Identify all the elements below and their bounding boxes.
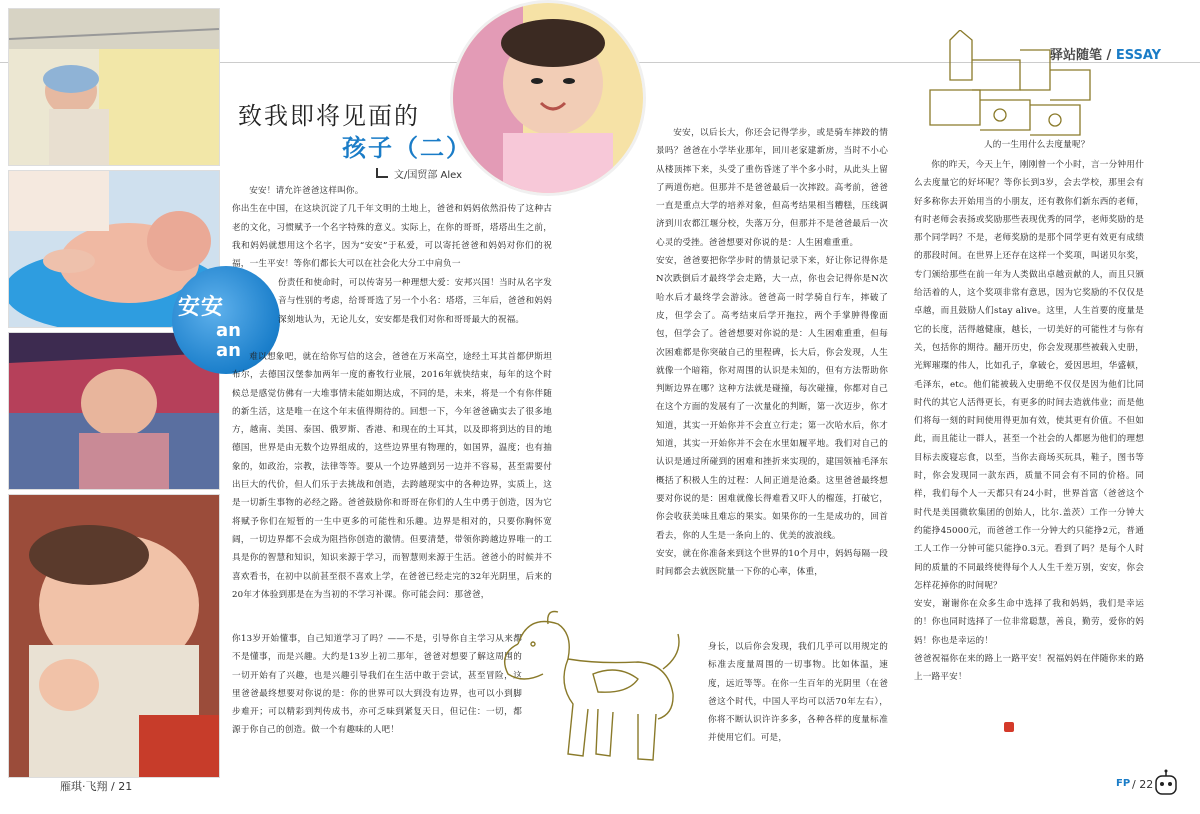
column-2-tail: [708, 638, 888, 758]
right-section-sep: /: [1106, 48, 1112, 63]
right-section-cn: 驿站随笔: [1050, 48, 1103, 63]
col3-top-text: 人的一生用什么去度量呢？: [984, 140, 1090, 150]
badge-en-2: an: [216, 340, 241, 361]
column-1-indent: [278, 274, 552, 348]
photo-baby-sleeping: [8, 494, 220, 778]
badge-en-1: an: [216, 320, 241, 341]
photo-baby-crib: [8, 8, 220, 166]
col3-main-text: 你的昨天，今天上午，刚刚曾一个小时，言一分钟用什么去度量它的好坏呢？等你长到3岁，会去学校，那里会有好多称你去开始用当的小朋友，还有教你们新东西的老师，有时老师会表扬或奖励那些表现优秀的同学，老师奖励的是那个同学吗？不是，老师奖励的是那个同学更有效更有成绩的那段时间。在世界上还存在这样一个奖项，叫诺贝尔奖，专门颁给那些在前一年为人类做出卓越贡献的人，而且只颁给活着的人，这个奖项非常有意思，因为它奖励的不仅仅是卓越，而且鼓励人们stay alive。这里，人生首要的度量是它的长度，活得越健康，越长，一切美好的可能性才与你有关，包括你的期待。翻开历史，你会发现那些被载入史册，光辉璀璨的伟人，比如孔子，拿破仑，爱因思坦，华盛顿，毛泽东，etc。他们能被载入史册绝不仅仅是因为他们比同时代的其它人活得更长，有更多的时间去造就伟业；而是他们将每一刻的时间使用得更加有效，使其更有价值。不但如此，而且能让一群人，甚至一个社会的人都愿为他们的理想目标去废寝忘食，以至，当你去商场买玩具，鞋子，图书等时，你会发现同一款东西，质量不同会有不同的价格。同样，我们每个人一天都只有24小时，世界首富（爸爸这个时代是美国微软集团的创始人，比尔.盖茨）工作一分钟大约能挣45000元，而爸爸工作一分钟大约只能挣2元，普通工人工作一分钟可能只能挣0.3元。看到了吗？是每个人时间的质量的不同最终使得每个人人生千差万别，安安，你会怎样花掉你的时间呢？ 安安，谢谢你在众多生命中选择了我和妈妈，我们是幸运的！你也同时选择了一位非常聪慧，善良，勤劳，爱你的妈妈！你也是幸运的！ 爸爸祝福你在来的路上一路平安！祝福妈妈在伴随你来的路上一路平安！: [914, 160, 1144, 683]
byline-text: 文/国贸部 Alex: [394, 170, 463, 181]
col1-top-text: 安安！请允许爸爸这样叫你。 你出生在中国，在这块沉淀了几千年文明的土地上，爸爸和妈妈依然沿传了这种古老的文化，习惯赋予一个名字特殊的意义。实际上，在你的哥哥，塔塔出生之前，我和妈妈就想用这个名字，因为“安安”于私爱，可以寄托爸爸和妈妈对你们的祝福，一生平安！等你们都长大可以在社会化大分工中肩负一: [232, 186, 552, 270]
column-1-tail: [232, 630, 522, 760]
right-folio: / 22: [1132, 778, 1154, 791]
mag-mark: FP: [1116, 778, 1131, 789]
right-section-en: ESSAY: [1115, 48, 1162, 63]
left-folio: 雁琪·飞翔 / 21: [60, 780, 133, 793]
col1-tail-text: 你13岁开始懂事，自己知道学习了吗？——不是，引导你自主学习从来都不是懂事，而是兴趣。大约是13岁上初二那年，爸爸对想要了解这周围的一切开始有了兴趣，也是兴趣引导我们在生活中敢于尝试，甚至冒险，这里爸爸最终想要对你说的是：你的世界可以大到没有边界，也可以小到脚步难开；可以精彩到判传成书，亦可乏味到紧复天日，但记住：一切，都源于你自己的创造。做一个有趣味的人吧！: [232, 634, 522, 736]
column-1-main: [232, 348, 552, 630]
badge-cn: 安安: [178, 295, 225, 320]
toy-blocks-sketch: [920, 30, 1103, 140]
article-title-line2: 孩子（二）: [342, 134, 472, 162]
end-mark-icon: [1004, 722, 1014, 732]
col2-main-text: 安安，以后长大，你还会记得学步，或是骑车摔跤的情景吗？爸爸在小学毕业那年，回川老家建新房，当时不小心从楼顶摔下来，头受了重伤昏迷了半个多小时，从此头上留了两道伤疤。但那并不是爸爸最后一次摔跤。高考前，爸爸一直是重点大学的培养对象，但高考结果相当糟糕，压线调济到川农都江堰分校，失落万分，但那并不是爸爸最后一次心灵的受挫。爸爸想要对你说的是：人生困难重重。 安安，爸爸要把你学步时的情景记录下来，好让你记得你是N次跌倒后才最终学会走路，大一点，你也会记得你是N次哈水后才最终学会游泳。爸爸高一时学骑自行车，摔破了皮，但学会了。高考结束后学开拖拉，两个手掌肿得像面包，但学会了。爸爸想要对你说的是：人生困难重重，但每次困难都是你突破自己的里程碑，长大后，你会发现，人生就像一个暗箱，你对周围的认识是未知的，但有方法帮助你判断边界在哪？这种方法就是碰撞，每次碰撞，你都对自己在这个方面的发展有了一次量化的判断，第一次迈步，你才知道，其实一开始你并不会直立行走；第一次哈水后，你才知道，其实一开始你并不会在水里如履平地。我们对自己的认识是通过所碰到的困难和挫折来实现的，建国领袖毛泽东概括了积极人生的过程：人间正道是沧桑。这里爸爸最终想要对你说的是：困难就像长得难看又吓人的榴莲，打破它，你会收获美味且难忘的果实。如果你的一生是成功的，回首看去，你的人生是一条向上的、优美的波浪线。 安安，就在你准备来到这个世界的10个月中，妈妈每隔一段时间都会去就医院量一下你的心率，体重，: [656, 128, 888, 578]
col2-tail-text: 身长，以后你会发现，我们几乎可以用规定的标准去度量周围的一切事物。比如体温，速度，远近等等。在你一生百年的光阴里（在爸爸这个时代，中国人平均可以活70年左右），你将不断认识许许多多，各种各样的度量标准并使用它们。可是，: [708, 642, 888, 744]
toy-horse-sketch: [488, 604, 688, 774]
column-2-main: [656, 124, 888, 638]
column-3-main: [914, 156, 1144, 742]
corner-mark-icon: [376, 168, 388, 178]
col1-main-text: 难以想象吧，就在给你写信的这会，爸爸在万米高空，途经土耳其首都伊斯坦布尔，去德国汉堡参加两年一度的畜牧行业展，2016年就快结束，每年的这个时候总是感觉仿佛有一大堆事情未能如期达成，不同的是，未来，将是一个有你伴随的新生活，这是唯一在这个年末值得期待的。回想一下，今年爸爸确实去了很多地方，越南、美国、泰国、俄罗斯、香港、和现在的土耳其，以及即将到达的目的地德国，世界是由无数个边界组成的，这些边界里有物理的，如国界，温度；也有抽象的，如政治，宗教，法律等等。要从一个边界越到另一边并不容易，甚至需要付出巨大的代价，但人们乐于去挑战和创造，去跨越现实中的各种边界，实质上，这是一切新生事物的必经之路。爸爸鼓励你和哥哥在你们的人生中勇于创造，因为它将赋予你们在短暂的一生中更多的可能性和乐趣。边界是相对的，只要你胸怀宽阔，一切边界都不会成为阻挡你创造的激情。但要清楚，带领你跨越边界唯一的工具是你的智慧和知识，知识来源于学习，而智慧则来源于生活。爸爸小的时候并不喜欢看书，在初中以前甚至很不喜欢上学，在爸爸已经走完的32年光阴里，后来的20年才体验到那是在为当初的不学习补课。你可能会问：那爸爸，: [232, 352, 552, 600]
column-1-top: [232, 182, 552, 274]
col1-indent-text: 份责任和使命时，可以传寄另一种理想大爱：安邦兴国！当时从名字发音与性别的考虑，给哥哥选了另一个小名：塔塔，三年后，爸爸和妈妈深刻地认为，无论儿女，安安都是我们对你和哥哥最大的祝福。: [278, 278, 552, 325]
photo-baby-smiling-circle: [450, 0, 646, 196]
article-title-line1: 致我即将见面的: [238, 102, 420, 130]
robot-mascot-icon: [1150, 768, 1182, 800]
byline: [376, 166, 462, 181]
